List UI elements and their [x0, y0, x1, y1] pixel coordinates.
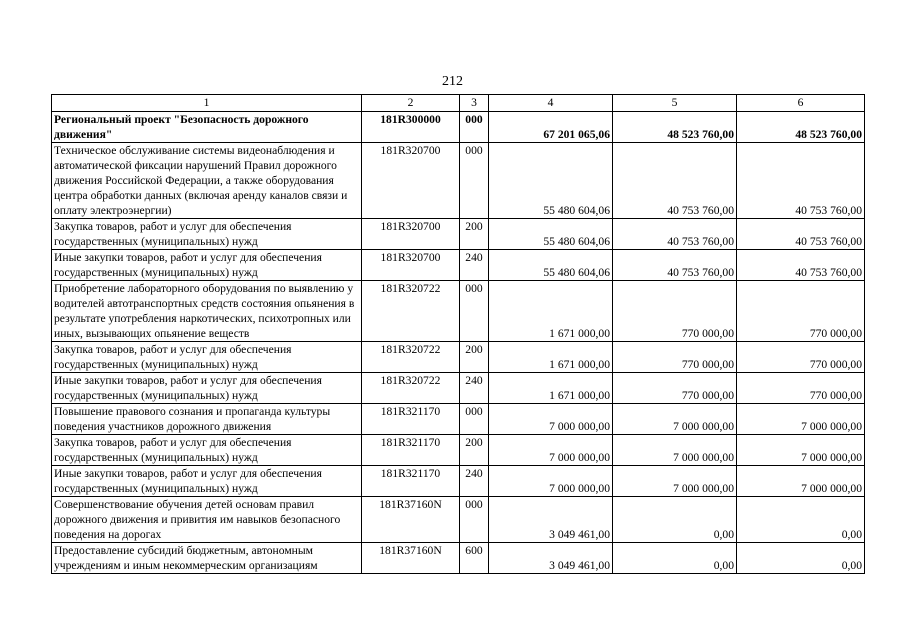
- row-amount-col6: 7 000 000,00: [737, 435, 865, 466]
- table-row: [52, 219, 865, 250]
- row-amount-col6: 7 000 000,00: [737, 404, 865, 435]
- row-type-cell: 600: [460, 543, 489, 574]
- row-amount-col5: 0,00: [613, 543, 737, 574]
- row-amount-col6: 48 523 760,00: [737, 112, 865, 143]
- row-code-cell: 181R321170: [362, 404, 460, 435]
- row-name-cell: Техническое обслуживание системы видеонаблюдения и автоматической фиксации нарушений Правил дорожного движения Российской Федерации, а также оборудования центра обработки данных (включая аренду каналов связи и оплату электроэнергии): [52, 143, 362, 219]
- row-code-cell: 181R320722: [362, 281, 460, 342]
- row-name-cell: Иные закупки товаров, работ и услуг для обеспечения государственных (муниципальных) нужд: [52, 373, 362, 404]
- table-row: [52, 373, 865, 404]
- row-name-cell: Повышение правового сознания и пропаганда культуры поведения участников дорожного движения: [52, 404, 362, 435]
- row-code-cell: 181R37160N: [362, 497, 460, 543]
- column-header: 3: [460, 95, 489, 112]
- column-header: 4: [489, 95, 613, 112]
- row-amount-col4: 7 000 000,00: [489, 404, 613, 435]
- row-name-cell: Закупка товаров, работ и услуг для обеспечения государственных (муниципальных) нужд: [52, 219, 362, 250]
- row-amount-col6: 40 753 760,00: [737, 219, 865, 250]
- row-name-cell: Иные закупки товаров, работ и услуг для обеспечения государственных (муниципальных) нужд: [52, 466, 362, 497]
- row-code-cell: 181R37160N: [362, 543, 460, 574]
- row-amount-col5: 40 753 760,00: [613, 250, 737, 281]
- row-amount-col4: 7 000 000,00: [489, 466, 613, 497]
- row-name-cell: Закупка товаров, работ и услуг для обеспечения государственных (муниципальных) нужд: [52, 435, 362, 466]
- row-type-cell: 000: [460, 281, 489, 342]
- row-code-cell: 181R320700: [362, 250, 460, 281]
- table-row: [52, 281, 865, 342]
- row-code-cell: 181R321170: [362, 435, 460, 466]
- row-amount-col4: 1 671 000,00: [489, 281, 613, 342]
- row-amount-col4: 1 671 000,00: [489, 373, 613, 404]
- row-name-cell: Совершенствование обучения детей основам правил дорожного движения и привития им навыков безопасного поведения на дорогах: [52, 497, 362, 543]
- row-code-cell: 181R300000: [362, 112, 460, 143]
- row-type-cell: 000: [460, 143, 489, 219]
- row-type-cell: 200: [460, 342, 489, 373]
- row-amount-col4: 55 480 604,06: [489, 143, 613, 219]
- page-number: 212: [442, 74, 463, 89]
- table-header-row: [52, 95, 865, 112]
- row-amount-col5: 7 000 000,00: [613, 466, 737, 497]
- row-code-cell: 181R321170: [362, 466, 460, 497]
- column-header: 1: [52, 95, 362, 112]
- row-amount-col5: 7 000 000,00: [613, 435, 737, 466]
- column-header: 2: [362, 95, 460, 112]
- row-amount-col5: 770 000,00: [613, 281, 737, 342]
- table-row: [52, 250, 865, 281]
- row-amount-col4: 3 049 461,00: [489, 497, 613, 543]
- row-type-cell: 000: [460, 112, 489, 143]
- row-amount-col4: 55 480 604,06: [489, 250, 613, 281]
- row-amount-col5: 770 000,00: [613, 373, 737, 404]
- row-amount-col5: 7 000 000,00: [613, 404, 737, 435]
- row-type-cell: 200: [460, 219, 489, 250]
- row-amount-col5: 48 523 760,00: [613, 112, 737, 143]
- table-row: [52, 435, 865, 466]
- column-header: 6: [737, 95, 865, 112]
- row-name-cell: Приобретение лабораторного оборудования по выявлению у водителей автотранспортных средств состояния опьянения в результате употребления наркотических, психотропных или иных, вызывающих опьянение веществ: [52, 281, 362, 342]
- row-type-cell: 000: [460, 497, 489, 543]
- row-amount-col5: 0,00: [613, 497, 737, 543]
- row-amount-col6: 0,00: [737, 543, 865, 574]
- row-amount-col4: 55 480 604,06: [489, 219, 613, 250]
- table-row: [52, 404, 865, 435]
- table-row: [52, 466, 865, 497]
- table-row: [52, 342, 865, 373]
- row-name-cell: Предоставление субсидий бюджетным, автономным учреждениям и иным некоммерческим организациям: [52, 543, 362, 574]
- row-type-cell: 240: [460, 466, 489, 497]
- row-code-cell: 181R320722: [362, 373, 460, 404]
- table-row: [52, 143, 865, 219]
- row-amount-col4: 67 201 065,06: [489, 112, 613, 143]
- row-type-cell: 240: [460, 250, 489, 281]
- row-amount-col5: 770 000,00: [613, 342, 737, 373]
- row-name-cell: Закупка товаров, работ и услуг для обеспечения государственных (муниципальных) нужд: [52, 342, 362, 373]
- row-amount-col6: 0,00: [737, 497, 865, 543]
- row-type-cell: 200: [460, 435, 489, 466]
- table-row: [52, 543, 865, 574]
- row-amount-col6: 770 000,00: [737, 373, 865, 404]
- row-amount-col6: 770 000,00: [737, 342, 865, 373]
- row-code-cell: 181R320700: [362, 219, 460, 250]
- row-type-cell: 240: [460, 373, 489, 404]
- row-amount-col6: 7 000 000,00: [737, 466, 865, 497]
- budget-table: [51, 94, 865, 574]
- row-code-cell: 181R320722: [362, 342, 460, 373]
- row-amount-col6: 40 753 760,00: [737, 143, 865, 219]
- row-name-cell: Региональный проект "Безопасность дорожного движения": [52, 112, 362, 143]
- table-row: [52, 112, 865, 143]
- row-type-cell: 000: [460, 404, 489, 435]
- row-name-cell: Иные закупки товаров, работ и услуг для обеспечения государственных (муниципальных) нужд: [52, 250, 362, 281]
- row-amount-col5: 40 753 760,00: [613, 219, 737, 250]
- row-amount-col6: 770 000,00: [737, 281, 865, 342]
- row-amount-col4: 7 000 000,00: [489, 435, 613, 466]
- row-amount-col4: 3 049 461,00: [489, 543, 613, 574]
- row-amount-col6: 40 753 760,00: [737, 250, 865, 281]
- column-header: 5: [613, 95, 737, 112]
- table-row: [52, 497, 865, 543]
- row-code-cell: 181R320700: [362, 143, 460, 219]
- row-amount-col5: 40 753 760,00: [613, 143, 737, 219]
- row-amount-col4: 1 671 000,00: [489, 342, 613, 373]
